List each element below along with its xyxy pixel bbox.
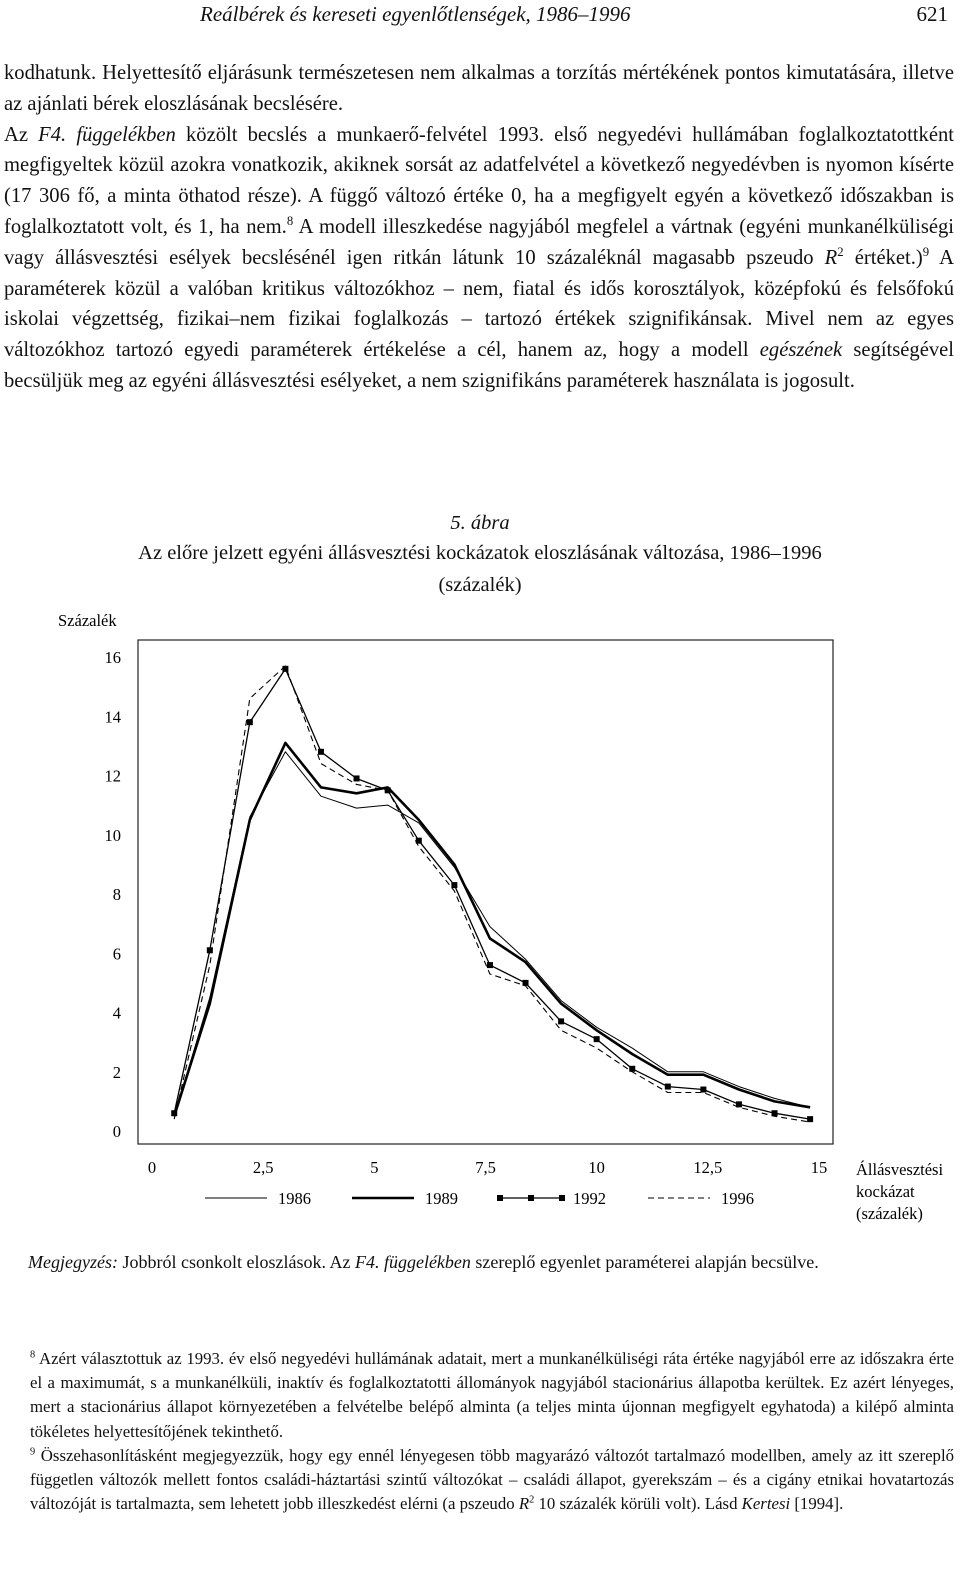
x-tick-labels bbox=[148, 1158, 827, 1177]
y-tick-label: 4 bbox=[112, 1003, 121, 1023]
series-line-1986 bbox=[174, 752, 810, 1116]
data-point-1992 bbox=[665, 1084, 671, 1090]
y-tick-labels bbox=[105, 648, 122, 1141]
series-line-1996 bbox=[174, 666, 810, 1122]
body-text bbox=[4, 58, 954, 397]
y-tick-label: 14 bbox=[104, 707, 121, 727]
legend-marker bbox=[528, 1195, 534, 1201]
text-run: szereplő egyenlet paraméterei alapján becsülve. bbox=[470, 1252, 819, 1272]
y-tick-label: 8 bbox=[112, 885, 121, 904]
x-tick-label: 12,5 bbox=[693, 1158, 723, 1177]
text-run: A modell illeszkedése nagyjából megfelel a vártnak (egyéni munkanélküliségi vagy állásvesztési esélyek becslésénél igen ritkán látunk 10 százaléknál magasabb pszeudo bbox=[4, 215, 954, 269]
data-point-1992 bbox=[594, 1036, 600, 1042]
y-tick-label: 2 bbox=[112, 1062, 121, 1082]
x-axis-label-line-2: kockázat bbox=[856, 1182, 915, 1201]
figure-unit: (százalék) bbox=[438, 574, 522, 596]
y-tick-label: 0 bbox=[112, 1122, 121, 1141]
r-exponent: 2 bbox=[529, 1494, 535, 1506]
footnote-8 bbox=[4, 1347, 954, 1444]
r-exponent: 2 bbox=[837, 244, 844, 259]
text-run: 10 százalék körüli volt). Lásd bbox=[534, 1494, 742, 1514]
running-header bbox=[0, 0, 960, 36]
x-axis-label-line-1: Állásvesztési bbox=[856, 1160, 944, 1179]
text-run: Összehasonlításként megjegyezzük, hogy egy ennél lényegesen több magyarázó változót tartalmazó modellben, amely az itt szereplő független változók mellett fontos családi-háztartási szintű változókat – családi állapot, gyerekszám – és a cigány etnikai hovatartozás változóját is tartalmazta, sem lehetett jobb illeszkedést elérni (a pszeudo bbox=[30, 1445, 954, 1514]
y-tick-label: 16 bbox=[104, 648, 121, 667]
emphasis: egészének bbox=[759, 339, 843, 362]
y-tick-label: 12 bbox=[104, 766, 121, 786]
line-chart bbox=[0, 600, 960, 1240]
text-run: Az bbox=[4, 123, 39, 146]
data-point-1992 bbox=[171, 1110, 177, 1116]
footnote-text: Azért választottuk az 1993. év első negyedévi hullámának adatait, mert a munkanélküliségi ráta értéke nagyjából erre az időszakra érte el a maximumát, s a munkanélküli, inaktív és foglalkoztatotti állományok nagyjából stacionárius állapotba kerültek. Ez azért lényeges, mert a stacionárius állapot környezetében a felvételbe belépő alminta (a teljes minta újonnan megfigyelt egyhatoda) a kilépő alminta tökéletes helyettesítőjének tekinthető. bbox=[30, 1349, 954, 1441]
legend-marker bbox=[497, 1195, 503, 1201]
text-run: közölt becslés a munkaerő-felvétel 1993. első negyedévi hullámában foglalkoztatottként megfigyeltek közül azokra vonatkozik, akiknek sorsát az adatfelvétel a következő negyedévben is nyomon kísérte (17 306 fő, a minta öthatod része). A függő változó értéke 0, ha a megfigyelt egyén a következő időszakban is foglalkoztatott volt, és 1, ha nem. bbox=[4, 123, 954, 238]
text-run: Jobbról csonkolt eloszlások. Az bbox=[117, 1252, 355, 1272]
paragraph-2 bbox=[4, 120, 954, 397]
footnote-number: 8 bbox=[30, 1349, 36, 1361]
data-point-1992 bbox=[247, 719, 253, 725]
legend-label-1992: 1992 bbox=[573, 1189, 606, 1208]
running-head-title: Reálbérek és kereseti egyenlőtlenségek, 1986–1996 bbox=[200, 2, 631, 26]
series-line-1989 bbox=[174, 743, 810, 1116]
legend-label-1996: 1996 bbox=[721, 1189, 754, 1208]
note-label: Megjegyzés: bbox=[28, 1252, 118, 1272]
series-line-1992 bbox=[174, 669, 810, 1119]
data-point-1992 bbox=[487, 962, 493, 968]
footnote-mark-9: 9 bbox=[922, 244, 930, 259]
legend-marker bbox=[559, 1195, 565, 1201]
footnotes bbox=[4, 1347, 954, 1516]
x-tick-label: 2,5 bbox=[252, 1158, 274, 1177]
x-tick-label: 5 bbox=[370, 1158, 379, 1177]
text-run: segítségével becsüljük meg az egyéni állásvesztési esélyeket, a nem szignifikáns paraméterek használata is jogosult. bbox=[4, 339, 955, 392]
x-tick-label: 0 bbox=[147, 1158, 157, 1177]
text-run: értéket.) bbox=[843, 246, 923, 269]
footnote-9 bbox=[4, 1444, 954, 1517]
author-reference: Kertesi bbox=[741, 1494, 791, 1514]
text-run: [1994]. bbox=[790, 1494, 844, 1514]
data-point-1992 bbox=[354, 775, 360, 781]
y-tick-label: 10 bbox=[104, 825, 121, 845]
paragraph-1: kodhatunk. Helyettesítő eljárásunk természetesen nem alkalmas a torzítás mértékének pontos kimutatására, illetve az ajánlati bérek eloszlásának becslésére. bbox=[4, 62, 954, 115]
plot-frame bbox=[138, 640, 833, 1144]
y-tick-label: 6 bbox=[112, 944, 121, 964]
x-tick-label: 15 bbox=[810, 1158, 828, 1177]
figure-note bbox=[28, 1250, 954, 1275]
legend-label-1986: 1986 bbox=[278, 1189, 311, 1208]
x-tick-label: 10 bbox=[588, 1158, 605, 1177]
footnote-mark-8: 8 bbox=[286, 214, 294, 229]
appendix-reference: F4. függelékben bbox=[38, 123, 176, 146]
legend-label-1989: 1989 bbox=[425, 1189, 458, 1208]
y-axis-label: Százalék bbox=[58, 611, 117, 630]
data-point-1992 bbox=[558, 1018, 564, 1024]
data-point-1992 bbox=[451, 882, 457, 888]
page-number: 621 bbox=[916, 2, 948, 26]
legend bbox=[205, 1189, 754, 1208]
data-point-1992 bbox=[318, 749, 324, 755]
series-lines bbox=[171, 666, 813, 1122]
data-point-1992 bbox=[700, 1087, 706, 1093]
data-point-1992 bbox=[523, 980, 529, 986]
r-symbol: R bbox=[518, 1494, 530, 1514]
text-run: A paraméterek közül a valóban kritikus változókhoz – nem, fiatal és idős korosztályok, középfokú és felsőfokú iskolai végzettség, fizikai–nem fizikai foglalkozás – tartozó értékek szignifikánsak. Mivel nem az egyes változókhoz tartozó egyedi paraméterek értékelése a cél, hanem az, hogy a modell bbox=[4, 246, 954, 362]
x-tick-label: 7,5 bbox=[475, 1158, 496, 1177]
r-symbol: R bbox=[824, 246, 838, 269]
appendix-reference: F4. függelékben bbox=[354, 1252, 471, 1272]
data-point-1992 bbox=[629, 1066, 635, 1072]
x-axis-label-line-3: (százalék) bbox=[856, 1204, 923, 1223]
data-point-1992 bbox=[807, 1116, 813, 1122]
figure-title: Az előre jelzett egyéni állásvesztési kockázatok eloszlásának változása, 1986–1996 bbox=[138, 542, 822, 564]
footnote-number: 9 bbox=[30, 1446, 36, 1458]
figure-number: 5. ábra bbox=[450, 512, 510, 534]
